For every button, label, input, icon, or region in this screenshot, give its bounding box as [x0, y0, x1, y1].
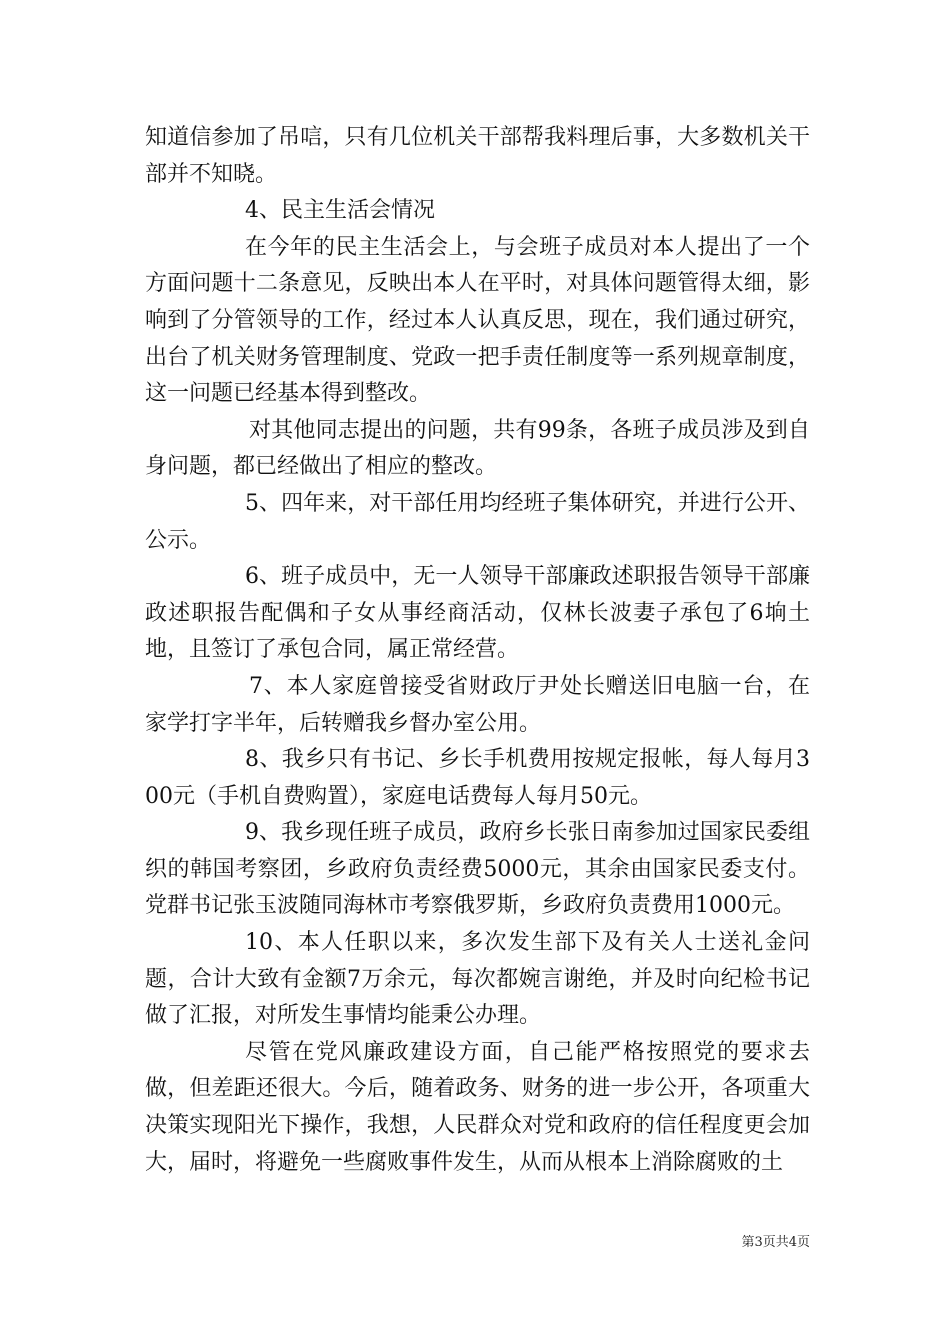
paragraph-item-7: 7、本人家庭曾接受省财政厅尹处长赠送旧电脑一台，在家学打字半年，后转赠我乡督办室公用。 [145, 673, 810, 736]
paragraph-item-9: 9、我乡现任班子成员，政府乡长张日南参加过国家民委组织的韩国考察团，乡政府负责经费5000元，其余由国家民委支付。党群书记张玉波随同海林市考察俄罗斯，乡政府负责费用1000元。 [145, 820, 810, 919]
paragraph-other-comrades-issues: 对其他同志提出的问题，共有99条，各班子成员涉及到自身问题，都已经做出了相应的整改。 [145, 417, 810, 480]
page-number: 第3页共4页 [741, 1235, 810, 1250]
section-heading-democratic-life: 4、民主生活会情况 [245, 198, 435, 224]
paragraph-item-8: 8、我乡只有书记、乡长手机费用按规定报帐，每人每月300元（手机自费购置），家庭电话费每人每月50元。 [145, 747, 810, 809]
paragraph-democratic-life-meeting: 在今年的民主生活会上，与会班子成员对本人提出了一个方面问题十二条意见，反映出本人在平时，对具体问题管得太细，影响到了分管领导的工作，经过本人认真反思，现在，我们通过研究，出台了机关财务管理制度、党政一把手责任制度等一系列规章制度，这一问题已经基本得到整改。 [145, 234, 810, 407]
paragraph-item-6: 6、班子成员中，无一人领导干部廉政述职报告领导干部廉政述职报告配偶和子女从事经商活动，仅林长波妻子承包了6垧土地，且签订了承包合同，属正常经营。 [145, 564, 810, 663]
paragraph-continued: 知道信参加了吊唁，只有几位机关干部帮我料理后事，大多数机关干部并不知晓。 [145, 125, 810, 187]
paragraph-item-5: 5、四年来，对干部任用均经班子集体研究，并进行公开、公示。 [145, 490, 810, 553]
document-body [145, 120, 810, 1181]
paragraph-item-10: 10、本人任职以来，多次发生部下及有关人士送礼金问题，合计大致有金额7万余元，每次都婉言谢绝，并及时向纪检书记做了汇报，对所发生事情均能秉公办理。 [145, 930, 810, 1029]
paragraph-conclusion: 尽管在党风廉政建设方面，自己能严格按照党的要求去做，但差距还很大。今后，随着政务、财务的进一步公开，各项重大决策实现阳光下操作，我想，人民群众对党和政府的信任程度更会加大，届时，将避免一些腐败事件发生，从而从根本上消除腐败的土 [145, 1039, 810, 1175]
